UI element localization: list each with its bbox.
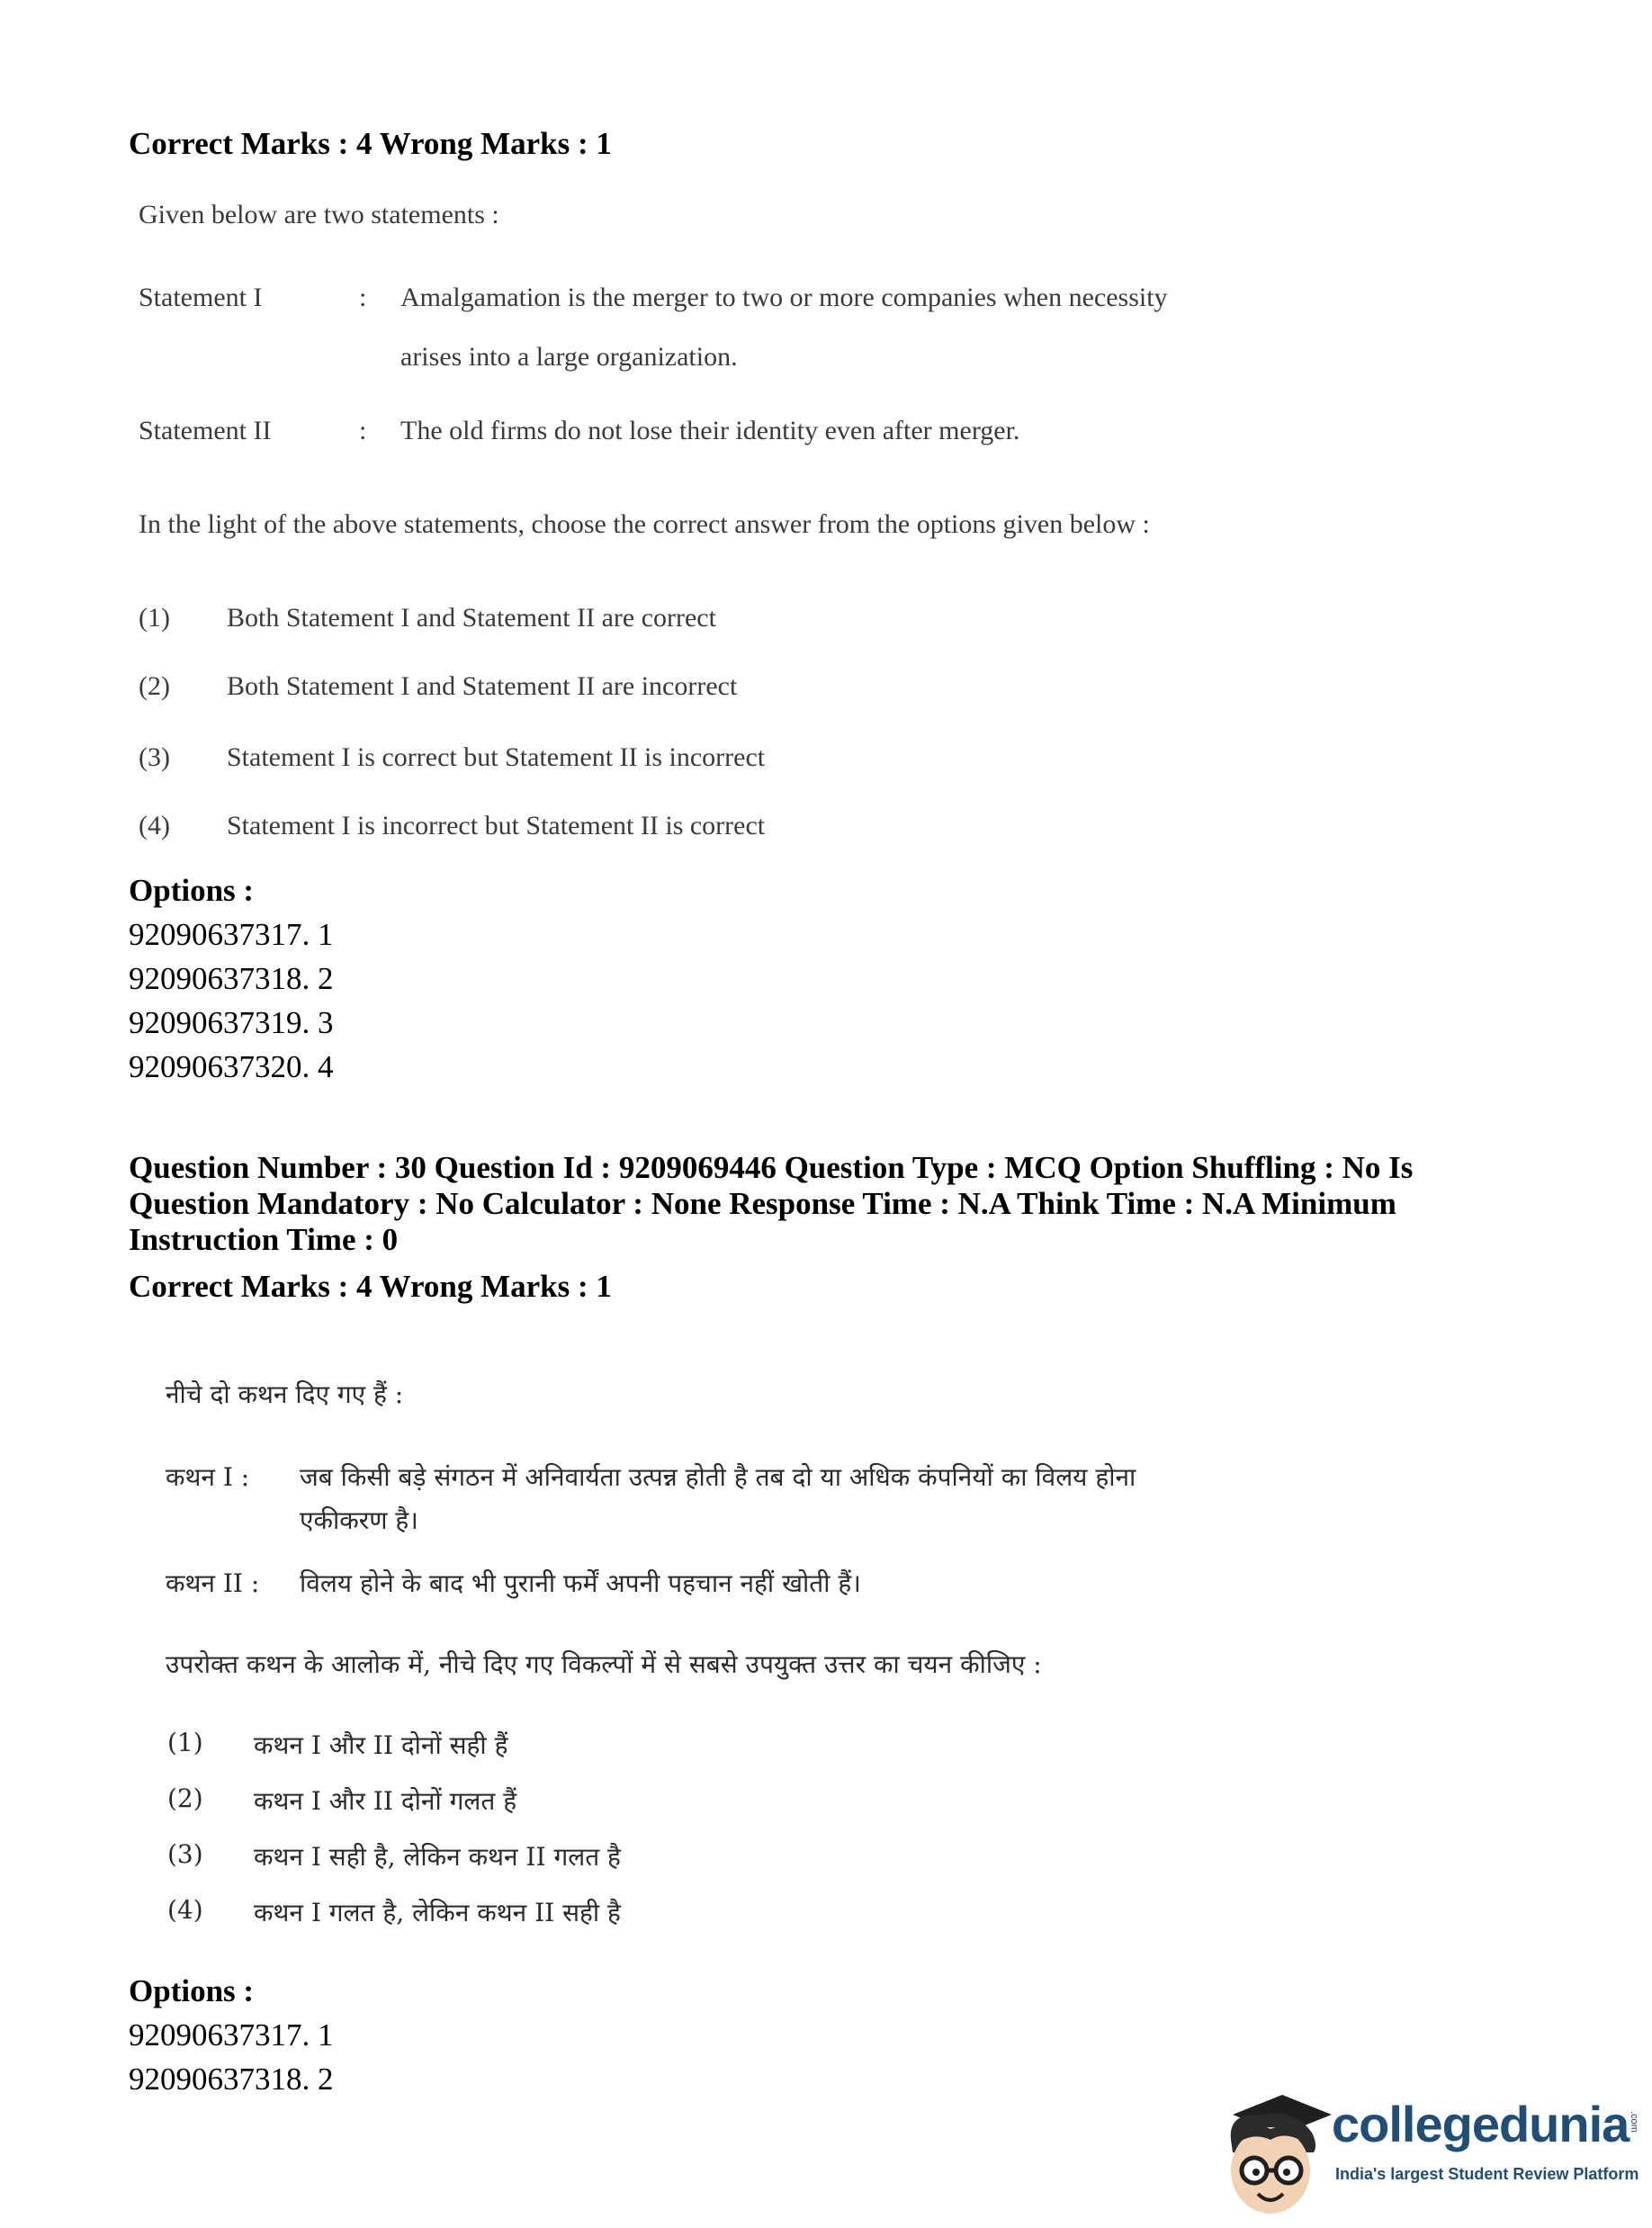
brand-domain-suffix: .com <box>1629 2111 1639 2133</box>
brand-wordmark: collegedunia <box>1332 2096 1630 2152</box>
q29-option-id: 92090637319. 3 <box>129 1005 334 1040</box>
q29-choice-text: Statement I is correct but Statement II is incorrect <box>227 742 766 772</box>
q30-choice-num: (2) <box>167 1783 203 1813</box>
q30-meta: Question Number : 30 Question Id : 9209069446 Question Type : MCQ Option Shuffling : No Is Question Mandatory : No Calculator : None Response Time : N.A Think Time : N.A Minimum Instruction Time : 0 <box>129 1150 1414 1257</box>
q29-choice-text: Both Statement I and Statement II are incorrect <box>227 671 738 701</box>
q29-choice-num: (3) <box>139 742 170 772</box>
q30-choice-text: कथन I सही है, लेकिन कथन II गलत है <box>254 1842 621 1872</box>
q30-choice-num: (1) <box>167 1728 203 1757</box>
q29-choice-text: Both Statement I and Statement II are correct <box>227 603 716 633</box>
q29-choice-text: Statement I is incorrect but Statement II is correct <box>227 811 766 840</box>
q30-choice-text: कथन I गलत है, लेकिन कथन II सही है <box>254 1898 621 1927</box>
q29-statement1-label: Statement I <box>139 283 263 312</box>
mascot-icon <box>1215 2088 1332 2223</box>
q29-option-id: 92090637318. 2 <box>129 961 334 996</box>
q29-options-heading: Options : <box>129 873 255 908</box>
q29-statement2-text: The old firms do not lose their identity even after merger. <box>400 416 1020 445</box>
q29-choice-num: (2) <box>139 671 170 701</box>
q29-prompt: In the light of the above statements, choose the correct answer from the options given below : <box>139 509 1150 539</box>
q30-choice-num: (3) <box>167 1839 203 1869</box>
q30-option-id: 92090637317. 1 <box>129 2017 334 2053</box>
q29-statement1-line2: arises into a large organization. <box>400 342 738 372</box>
q29-statement1-colon: : <box>359 283 367 312</box>
q30-statement1-line1: जब किसी बड़े संगठन में अनिवार्यता उत्पन्न होती है तब दो या अधिक कंपनियों का विलय होना <box>300 1462 1136 1492</box>
q30-prompt: उपरोक्त कथन के आलोक में, नीचे दिए गए विकल्पों में से सबसे उपयुक्त उत्तर का चयन कीजिए : <box>166 1649 1042 1679</box>
q30-choice-num: (4) <box>167 1895 203 1925</box>
q30-choice-text: कथन I और II दोनों गलत हैं <box>254 1786 517 1816</box>
q30-marks: Correct Marks : 4 Wrong Marks : 1 <box>129 1269 612 1304</box>
q30-options-heading: Options : <box>129 1973 255 2008</box>
q29-choice-num: (4) <box>139 811 170 840</box>
q29-statement1-line1: Amalgamation is the merger to two or more companies when necessity <box>400 283 1168 312</box>
q29-statement2-label: Statement II <box>139 416 272 445</box>
q29-option-id: 92090637317. 1 <box>129 917 334 952</box>
q29-option-id: 92090637320. 4 <box>129 1049 334 1084</box>
collegedunia-logo <box>1215 2088 1647 2223</box>
q30-statement1-line2: एकीकरण है। <box>300 1505 418 1535</box>
q30-statement1-label: कथन I : <box>166 1462 250 1492</box>
q30-option-id: 92090637318. 2 <box>129 2062 334 2097</box>
q30-intro: नीचे दो कथन दिए गए हैं : <box>166 1379 404 1409</box>
q29-marks: Correct Marks : 4 Wrong Marks : 1 <box>129 126 612 161</box>
q30-statement2-text: विलय होने के बाद भी पुरानी फर्में अपनी पहचान नहीं खोती हैं। <box>300 1568 861 1598</box>
q29-intro: Given below are two statements : <box>139 200 499 229</box>
q29-statement2-colon: : <box>359 416 367 445</box>
q29-choice-num: (1) <box>139 603 170 633</box>
brand-tagline: India's largest Student Review Platform <box>1335 2165 1639 2183</box>
q30-choice-text: कथन I और II दोनों सही हैं <box>254 1730 508 1760</box>
q30-statement2-label: कथन II : <box>166 1568 260 1598</box>
